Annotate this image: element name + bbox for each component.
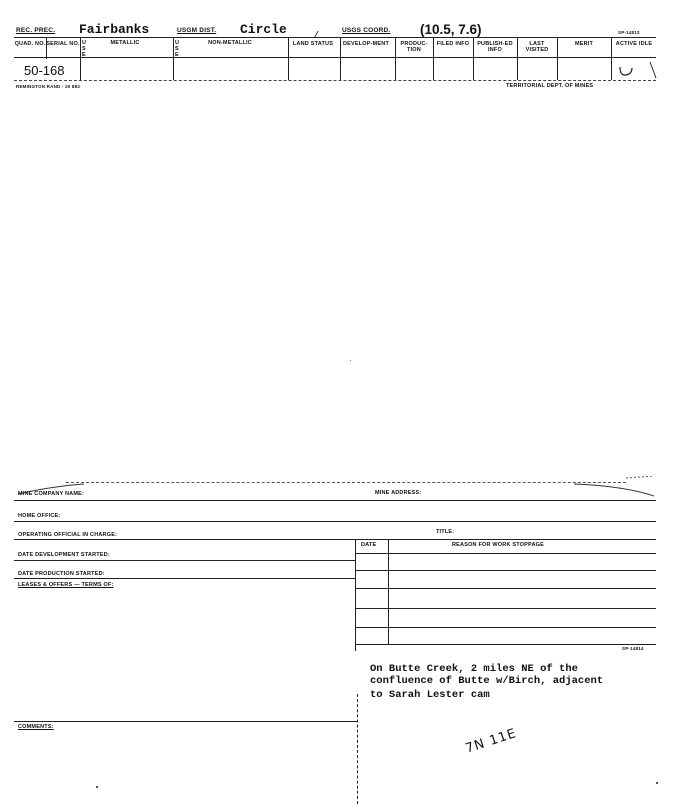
col-land-status: LAND STATUS (292, 41, 334, 47)
top-form-number: SP-14813 (618, 30, 640, 35)
col-quad-no: QUAD. NO. (14, 41, 46, 47)
header-rule (14, 37, 656, 38)
col-merit: MERIT (574, 41, 594, 47)
col-production: PRODUC-TION (400, 41, 428, 53)
date-development-started-label: DATE DEVELOPMENT STARTED: (18, 552, 110, 558)
col-published-info: PUBLISH-ED INFO (477, 41, 513, 53)
reason-column-header: REASON FOR WORK STOPPAGE (452, 542, 544, 548)
col-non-metallic: NON-METALLIC (208, 40, 252, 46)
col-metallic-use: U S E (82, 40, 87, 58)
comments-label: COMMENTS: (18, 724, 54, 730)
dept-imprint: TERRITORIAL DEPT. OF MINES (506, 83, 594, 89)
check-mark-icon (612, 58, 660, 82)
usgs-dist-label: USGM DIST. (177, 27, 217, 34)
printer-imprint: REMINGTON RAND - 20 882 (16, 84, 81, 89)
rec-prec-value: Fairbanks (79, 22, 150, 37)
usgs-dist-value: Circle (240, 22, 287, 37)
col-filed-info: FILED INFO (436, 41, 470, 47)
handwritten-township: 7N 11E (463, 726, 519, 757)
col-nonmetallic-use: U S E (175, 40, 180, 58)
card-top-curve (14, 476, 660, 498)
mine-address-label: MINE ADDRESS: (375, 490, 422, 496)
serial-row-value: 50-168 (24, 63, 65, 78)
col-active-idle: ACTIVE IDLE (615, 41, 653, 47)
rec-prec-label: REC. PREC. (16, 27, 56, 34)
usgs-coord-value: (10.5, 7.6) (420, 22, 482, 37)
operating-official-label: OPERATING OFFICIAL IN CHARGE: (18, 532, 118, 538)
date-production-started-label: DATE PRODUCTION STARTED: (18, 571, 105, 577)
speck (350, 360, 351, 361)
bottom-form-number: SP-14814 (622, 646, 644, 651)
col-metallic: METALLIC (110, 40, 140, 46)
home-office-label: HOME OFFICE: (18, 513, 61, 519)
location-note-3: to Sarah Lester cam (370, 689, 490, 701)
col-serial-no: SERIAL NO. (46, 41, 80, 47)
row-rule (14, 80, 656, 81)
col-header-rule (14, 57, 656, 58)
title-label: TITLE: (436, 529, 455, 535)
location-note-2: confluence of Butte w/Birch, adjacent (370, 675, 604, 687)
mine-company-name-label: MINE COMPANY NAME: (18, 491, 85, 497)
leases-offers-label: LEASES & OFFERS — TERMS OF: (18, 582, 114, 588)
location-note-1: On Butte Creek, 2 miles NE of the (370, 663, 578, 675)
col-last-visited: LAST VISITED (525, 41, 549, 53)
usgs-coord-label: USGS COORD. (342, 27, 391, 34)
col-development: DEVELOP-MENT (342, 41, 390, 47)
date-column-header: DATE (361, 542, 377, 548)
